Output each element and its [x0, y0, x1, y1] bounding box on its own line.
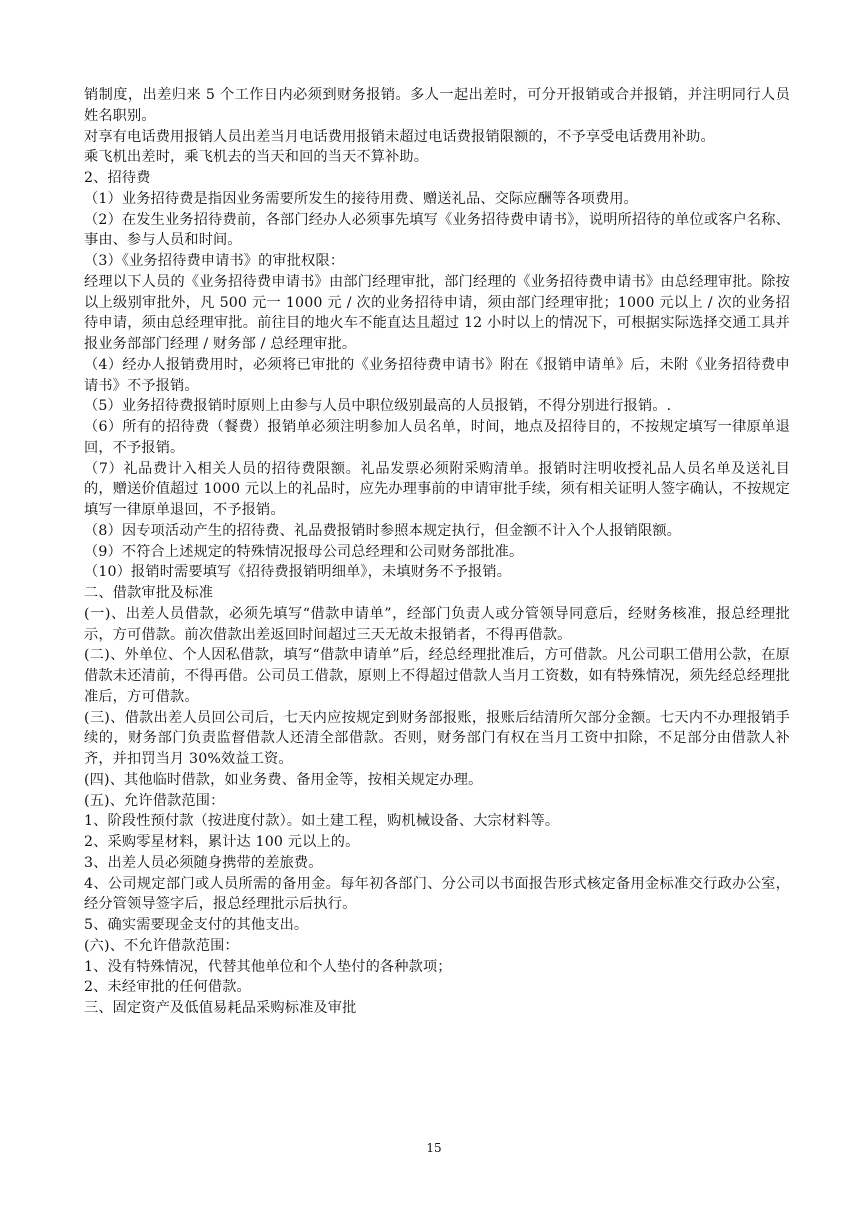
heading-fixed-assets: 三、固定资产及低值易耗品采购标准及审批	[84, 1000, 357, 1016]
page-number: 15	[426, 1141, 442, 1155]
paragraph-entertainment-item-5: （5）业务招待费报销时原则上由参与人员中职位级别最高的人员报销，不得分别进行报销。.	[84, 398, 672, 415]
paragraph-allowed-item-2: 2、采购零星材料，累计达 100 元以上的。	[84, 834, 360, 850]
paragraph-entertainment-item-1: （1）业务招待费是指因业务需要所发生的接待用费、赠送礼品、交际应酬等各项费用。	[84, 190, 639, 207]
paragraph-allowed-item-4: 4、公司规定部门或人员所需的备用金。每年初各部门、分公司以书面报告形式核定备用金标准交行政办公室，经分管领导签字后，报总经理批示后执行。	[84, 875, 790, 913]
paragraph-disallowed-item-1: 1、没有特殊情况，代替其他单位和个人垫付的各种款项；	[84, 958, 452, 975]
paragraph-entertainment-item-6: （6）所有的招待费（餐费）报销单必须注明参加人员名单，时间，地点及招待目的，不按规定填写一律原单退回，不予报销。	[84, 419, 790, 456]
paragraph-entertainment-item-2: （2）在发生业务招待费前，各部门经办人必须事先填写《业务招待费申请书》，说明所招待的单位或客户名称、事由、参与人员和时间。	[84, 211, 790, 249]
paragraph-loan-section-2: (二)、外单位、个人因私借款，填写“借款申请单”后，经总经理批准后，方可借款。凡公司职工借用公款，在原借款未还清前，不得再借。公司员工借款，原则上不得超过借款人当月工资数，如有特殊情况，须先经总经理批准后，方可借款。	[84, 647, 790, 705]
paragraph-entertainment-item-7: （7）礼品费计入相关人员的招待费限额。礼品发票必须附采购清单。报销时注明收授礼品人员名单及送礼目的，赠送价值超过 1000 元以上的礼品时，应先办理事前的申请审批手续，须有相关证明人签字确认，不按规定填写一律原单退回，不予报销。	[84, 460, 790, 518]
paragraph-entertainment-item-4: （4）经办人报销费用时，必须将已审批的《业务招待费申请书》附在《报销申请单》后，未附《业务招待费申请书》不予报销。	[84, 356, 790, 394]
paragraph-loan-section-4: (四)、其他临时借款，如业务费、备用金等，按相关规定办理。	[84, 771, 483, 788]
paragraph-approval-authority: 经理以下人员的《业务招待费申请书》由部门经理审批，部门经理的《业务招待费申请书》由总经理审批。除按以上级别审批外，凡 500 元一 1000 元 / 次的业务招待申请，须由部门经理审批；1000 元以上 / 次的业务招待申请，须由总经理审批。前往目的地火车不能直达且超过 12 小时以上的情况下，可根据实际选择交通工具并报业务部部门经理 / 财务部 / 总经理审批。	[84, 273, 790, 352]
paragraph-entertainment-item-9: （9）不符合上述规定的特殊情况报母公司总经理和公司财务部批准。	[84, 543, 524, 560]
heading-allowed-loan-scope: (五)、允许借款范围：	[84, 792, 225, 809]
paragraph-allowed-item-3: 3、出差人员必须随身携带的差旅费。	[84, 854, 323, 871]
paragraph-entertainment-item-8: （8）因专项活动产生的招待费、礼品费报销时参照本规定执行，但金额不计入个人报销限额。	[84, 522, 682, 539]
paragraph-loan-section-3: (三)、借款出差人员回公司后，七天内应按规定到财务部报账，报账后结清所欠部分金额。七天内不办理报销手续的，财务部门负责监督借款人还清全部借款。否则，财务部门有权在当月工资中扣除，不足部分由借款人补齐，并扣罚当月 30%效益工资。	[84, 709, 790, 767]
paragraph-entertainment-item-10: （10）报销时需要填写《招待费报销明细单》，未填财务不予报销。	[84, 564, 512, 581]
paragraph-phone-subsidy: 对享有电话费用报销人员出差当月电话费用报销未超过电话费报销限额的，不予享受电话费用补助。	[84, 128, 715, 145]
heading-disallowed-loan-scope: (六)、不允许借款范围：	[84, 937, 239, 954]
heading-entertainment-expense: 2、招待费	[84, 170, 151, 186]
paragraph-allowed-item-5: 5、确实需要现金支付的其他支出。	[84, 917, 309, 933]
paragraph-loan-section-1: (一)、出差人员借款，必须先填写“借款申请单”，经部门负责人或分管领导同意后，经财务核准，报总经理批示，方可借款。前次借款出差返回时间超过三天无故未报销者，不得再借款。	[84, 605, 790, 643]
paragraph-entertainment-item-3: （3）《业务招待费申请书》的审批权限：	[84, 253, 345, 269]
heading-loan-approval: 二、借款审批及标准	[84, 585, 214, 601]
paragraph-flight-subsidy: 乘飞机出差时，乘飞机去的当天和回的当天不算补助。	[84, 149, 429, 166]
paragraph-allowed-item-1: 1、阶段性预付款（按进度付款）。如土建工程，购机械设备、大宗材料等。	[84, 813, 560, 830]
paragraph-disallowed-item-2: 2、未经审批的任何借款。	[84, 979, 251, 996]
document-body	[84, 85, 790, 1019]
paragraph-travel-reimbursement: 销制度，出差归来 5 个工作日内必须到财务报销。多人一起出差时，可分开报销或合并报销，并注明同行人员姓名职别。	[84, 87, 790, 124]
